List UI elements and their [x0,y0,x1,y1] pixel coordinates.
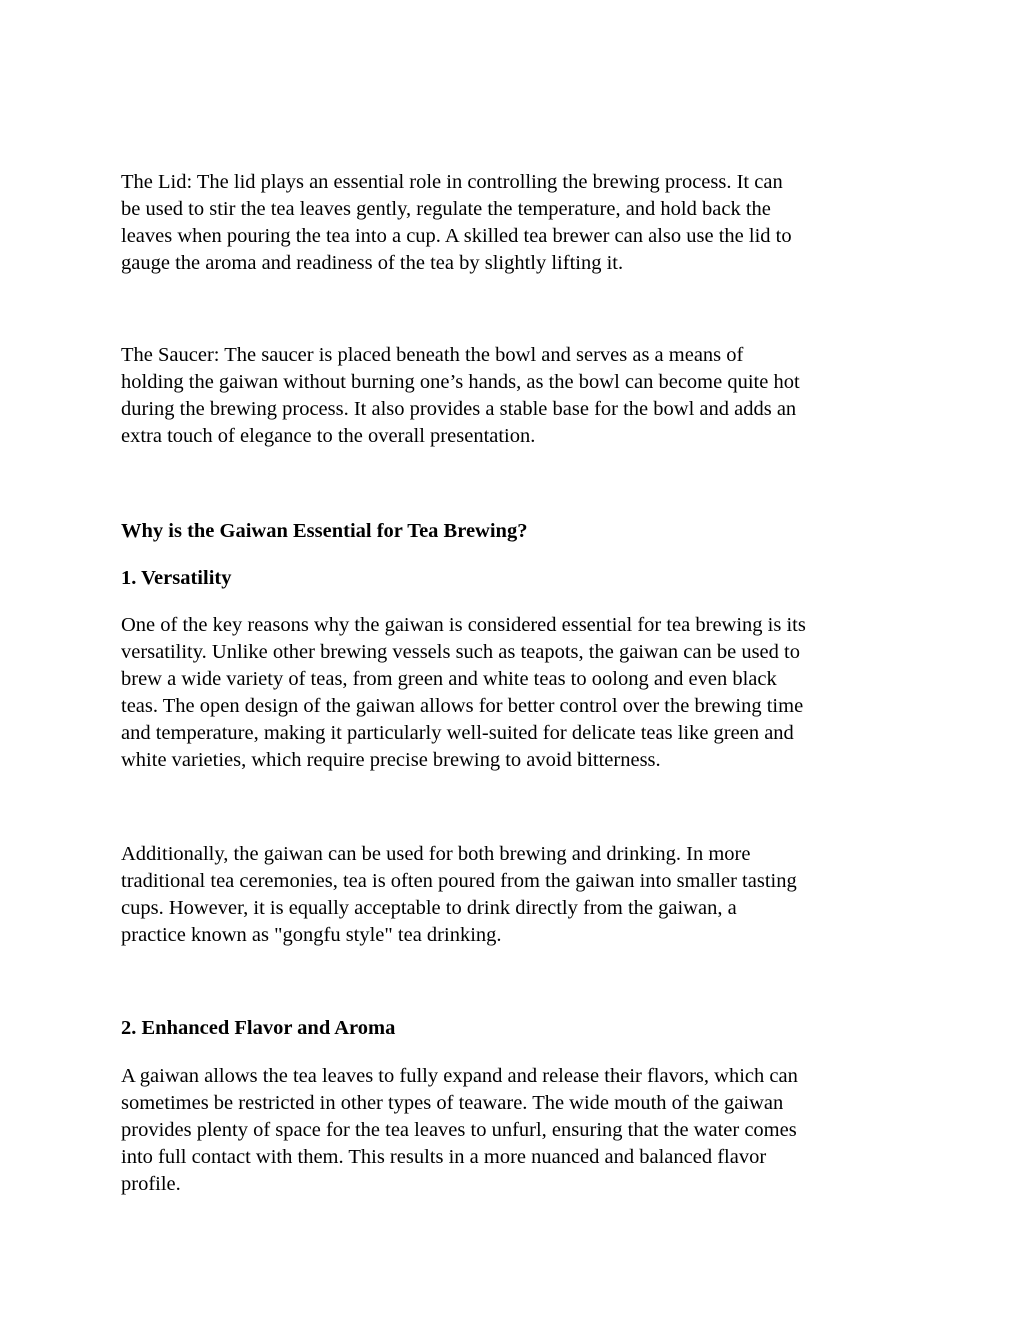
section-heading: Why is the Gaiwan Essential for Tea Brewing? [121,520,528,542]
flavor-heading: 2. Enhanced Flavor and Aroma [121,1017,396,1039]
saucer-paragraph: The Saucer: The saucer is placed beneath the bowl and serves as a means of holding the gaiwan without burning one’s hands, as the bowl can become quite hot during the brewing process. It also provides a stable base for the bowl and adds an extra touch of elegance to the overall presentation. [121,344,800,447]
flavor-paragraph: A gaiwan allows the tea leaves to fully expand and release their flavors, which can sometimes be restricted in other types of teaware. The wide mouth of the gaiwan provides plenty of space for the tea leaves to unfurl, ensuring that the water comes into full contact with them. This results in a more nuanced and balanced flavor profile. [121,1065,798,1195]
lid-paragraph: The Lid: The lid plays an essential role in controlling the brewing process. It can be used to stir the tea leaves gently, regulate the temperature, and hold back the leaves when pouring the tea into a cup. A skilled tea brewer can also use the lid to gauge the aroma and readiness of the tea by slightly lifting it. [121,171,792,274]
versatility-heading: 1. Versatility [121,567,232,589]
versatility-paragraph: One of the key reasons why the gaiwan is considered essential for tea brewing is its versatility. Unlike other brewing vessels such as teapots, the gaiwan can be used to brew a wide variety of teas, from green and white teas to oolong and even black teas. The open design of the gaiwan allows for better control over the brewing time and temperature, making it particularly well-suited for delicate teas like green and white varieties, which require precise brewing to avoid bitterness. [121,614,806,771]
additionally-paragraph: Additionally, the gaiwan can be used for both brewing and drinking. In more traditional tea ceremonies, tea is often poured from the gaiwan into smaller tasting cups. However, it is equally acceptable to drink directly from the gaiwan, a practice known as "gongfu style" tea drinking. [121,843,797,946]
